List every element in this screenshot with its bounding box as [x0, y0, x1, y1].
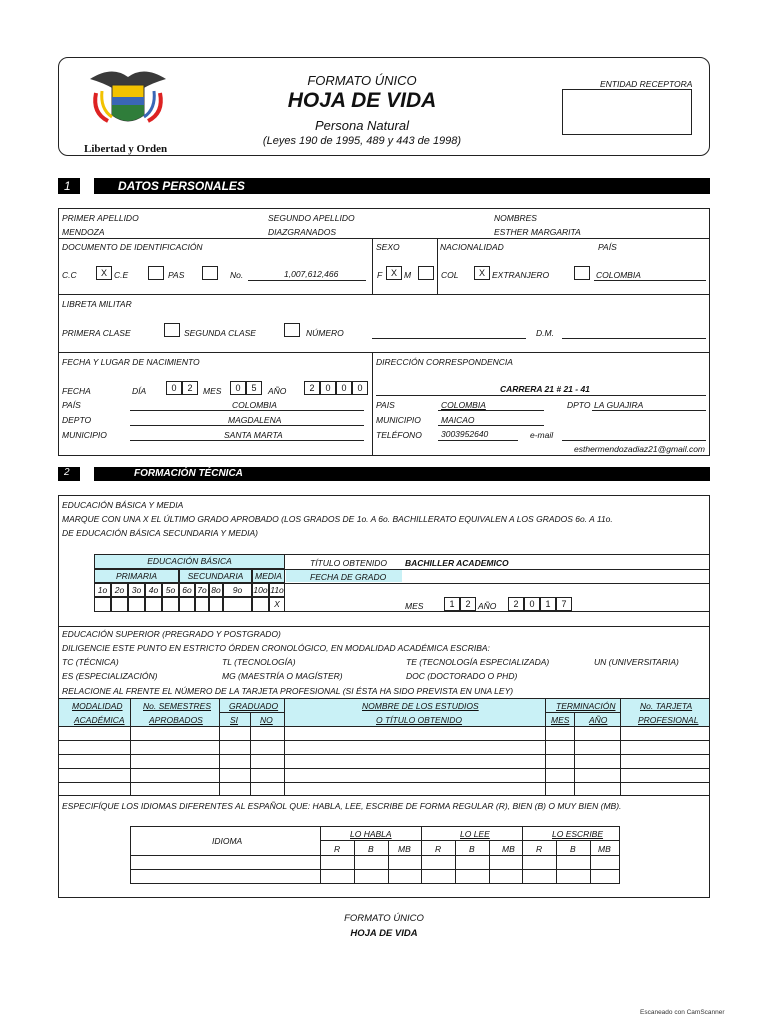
entity-label: ENTIDAD RECEPTORA [600, 79, 693, 89]
email-value[interactable]: esthermendozadiaz21@gmail.com [574, 444, 705, 454]
email-label: e-mail [530, 430, 554, 440]
modality-tc: TC (TÉCNICA) [62, 657, 119, 667]
col-semesters-2: APROBADOS [149, 715, 203, 725]
addr-dept-value[interactable]: LA GUAJIRA [594, 400, 644, 410]
foreign-checkbox[interactable] [574, 266, 590, 280]
grad-date-label: FECHA DE GRADO [310, 572, 387, 582]
grade-mark-1o[interactable] [94, 597, 111, 612]
grad-year-label: AÑO [478, 601, 497, 611]
modality-un: UN (UNIVERSITARIA) [594, 657, 679, 667]
speaks-r: R [334, 844, 341, 854]
col-modality-2: ACADÉMICA [74, 715, 125, 725]
grade-10o[interactable]: 10o [253, 585, 268, 595]
modality-te: TE (TECNOLOGÍA ESPECIALIZADA) [406, 657, 550, 667]
grade-6o[interactable]: 6o [179, 583, 195, 597]
grade-mark-10o[interactable] [252, 597, 269, 612]
grade-9o[interactable]: 9o [223, 583, 252, 597]
birth-date-label: FECHA [62, 386, 91, 396]
secondary-label: SECUNDARIA [179, 569, 252, 583]
pas-checkbox[interactable] [202, 266, 218, 280]
birth-year-label: AÑO [268, 386, 287, 396]
modality-doc: DOC (DOCTORADO O PHD) [406, 671, 518, 681]
section-2-number: 2 [64, 467, 70, 478]
page-title: HOJA DE VIDA [287, 89, 437, 112]
speaks-mb: MB [398, 844, 411, 854]
sex-m-checkbox[interactable] [418, 266, 434, 280]
degree-label: TÍTULO OBTENIDO [310, 558, 387, 568]
footer-line-1: FORMATO ÚNICO [344, 913, 424, 924]
media-label: MEDIA [252, 569, 285, 583]
grade-mark-9o[interactable] [223, 597, 252, 612]
addr-country-value[interactable]: COLOMBIA [441, 400, 486, 410]
id-number-value[interactable]: 1,007,612,466 [284, 269, 339, 279]
birth-city-value[interactable]: SANTA MARTA [224, 430, 283, 440]
birth-label: FECHA Y LUGAR DE NACIMIENTO [62, 357, 200, 367]
grade-mark-5o[interactable] [162, 597, 179, 612]
section-1-number-gap [80, 178, 94, 194]
basic-table-title: EDUCACIÓN BÁSICA [94, 554, 285, 569]
birth-year-digit-1[interactable]: 2 [304, 381, 320, 395]
grade-7o[interactable]: 7o [195, 583, 209, 597]
grade-2o[interactable]: 2o [111, 583, 128, 597]
id-doc-label: DOCUMENTO DE IDENTIFICACIÓN [62, 242, 203, 252]
military-label: LIBRETA MILITAR [62, 299, 132, 309]
page-subtitle: Persona Natural [315, 118, 409, 133]
reads-mb: MB [502, 844, 515, 854]
languages-instructions: ESPECIFÍQUE LOS IDIOMAS DIFERENTES AL ESPAÑOL QUE: HABLA, LEE, ESCRIBE DE FORMA REGULAR (R), BIEN (B) O MUY BIEN (MB). [62, 801, 622, 811]
nationality-label: NACIONALIDAD [440, 242, 504, 252]
birth-year-digit-3[interactable]: 0 [336, 381, 352, 395]
grade-mark-11o[interactable]: X [269, 597, 285, 612]
grad-month-digit-1[interactable]: 1 [444, 597, 460, 611]
grad-year-digit-1[interactable]: 2 [508, 597, 524, 611]
foreign-label: EXTRANJERO [492, 270, 550, 280]
grade-mark-6o[interactable] [179, 597, 195, 612]
dm-label: D.M. [536, 328, 554, 338]
addr-city-value[interactable]: MAICAO [441, 415, 475, 425]
second-surname-label: SEGUNDO APELLIDO [268, 213, 355, 223]
second-surname-value[interactable]: DIAZGRANADOS [268, 227, 337, 237]
grad-year-digit-4[interactable]: 7 [556, 597, 572, 611]
reads-b: B [469, 844, 475, 854]
entity-box[interactable] [562, 89, 692, 135]
grade-mark-7o[interactable] [195, 597, 209, 612]
col-mes: MES [551, 715, 570, 725]
higher-instructions: DILIGENCIE ESTE PUNTO EN ESTRICTO ÓRDEN CRONOLÓGICO, EN MODALIDAD ACADÉMICA ESCRIBA: [62, 643, 490, 653]
grad-year-digit-3[interactable]: 1 [540, 597, 556, 611]
card-instructions: RELACIONE AL FRENTE EL NÚMERO DE LA TARJETA PROFESIONAL (SI ÉSTA HA SIDO PREVISTA EN UNA LEY) [62, 686, 514, 696]
lang-col-header: IDIOMA [212, 836, 243, 846]
footer-line-2: HOJA DE VIDA [350, 928, 418, 939]
address-label: DIRECCIÓN CORRESPONDENCIA [376, 357, 513, 367]
sex-m-label: M [404, 270, 412, 280]
names-value[interactable]: ESTHER MARGARITA [494, 227, 581, 237]
pas-label: PAS [168, 270, 185, 280]
cc-checkbox[interactable]: X [96, 266, 112, 280]
sex-label: SEXO [376, 242, 400, 252]
birth-year-digit-2[interactable]: 0 [320, 381, 336, 395]
birth-day-digit-1[interactable]: 0 [166, 381, 182, 395]
birth-month-digit-1[interactable]: 0 [230, 381, 246, 395]
col-card-2: PROFESIONAL [638, 715, 699, 725]
section-1-number: 1 [64, 179, 71, 193]
col-studies-1: NOMBRE DE LOS ESTUDIOS [362, 701, 479, 711]
basic-education-heading: EDUCACIÓN BÁSICA Y MEDIA [62, 500, 184, 510]
birth-country-label: PAÍS [62, 400, 81, 410]
ce-checkbox[interactable] [148, 266, 164, 280]
col-label: COL [441, 270, 459, 280]
birth-month-label: MES [203, 386, 222, 396]
col-ano: AÑO [589, 715, 608, 725]
coat-of-arms-logo [82, 63, 174, 145]
country-value[interactable]: COLOMBIA [596, 270, 641, 280]
grade-4o[interactable]: 4o [145, 583, 162, 597]
grade-mark-4o[interactable] [145, 597, 162, 612]
logo-motto: Libertad y Orden [84, 143, 168, 155]
military-number-label: NÚMERO [306, 328, 344, 338]
section-2-number-gap [80, 467, 94, 481]
col-no: NO [260, 715, 273, 725]
first-surname-label: PRIMER APELLIDO [62, 213, 139, 223]
col-graduated: GRADUADO [229, 701, 279, 711]
reads-r: R [435, 844, 442, 854]
ce-label: C.E [114, 270, 129, 280]
grad-month-label: MES [405, 601, 424, 611]
birth-dept-label: DEPTO [62, 415, 92, 425]
grade-mark-8o[interactable] [209, 597, 223, 612]
birth-country-value[interactable]: COLOMBIA [232, 400, 277, 410]
modality-es: ES (ESPECIALIZACIÓN) [62, 671, 158, 681]
writes-header: LO ESCRIBE [552, 829, 604, 839]
col-studies-2: O TÍTULO OBTENIDO [376, 715, 462, 725]
names-label: NOMBRES [494, 213, 537, 223]
degree-value[interactable]: BACHILLER ACADEMICO [405, 558, 509, 568]
primary-label: PRIMARIA [94, 569, 179, 583]
first-surname-value[interactable]: MENDOZA [62, 227, 105, 237]
col-termination: TERMINACIÓN [556, 701, 616, 711]
birth-month-digit-2[interactable]: 5 [246, 381, 262, 395]
grade-3o[interactable]: 3o [128, 583, 145, 597]
modality-tl: TL (TECNOLOGÍA) [222, 657, 296, 667]
addr-dept-label: DPTO [567, 400, 591, 410]
country-label: PAÍS [598, 242, 617, 252]
birth-city-label: MUNICIPIO [62, 430, 107, 440]
writes-b: B [570, 844, 576, 854]
second-class-checkbox[interactable] [284, 323, 300, 337]
sex-f-label: F [377, 270, 383, 280]
id-number-label: No. [230, 270, 244, 280]
grade-11o[interactable]: 11o [270, 585, 284, 595]
second-class-label: SEGUNDA CLASE [184, 328, 256, 338]
section-1-title: DATOS PERSONALES [118, 179, 245, 193]
writes-mb: MB [598, 844, 611, 854]
grade-mark-2o[interactable] [111, 597, 128, 612]
higher-education-heading: EDUCACIÓN SUPERIOR (PREGRADO Y POSTGRADO) [62, 629, 281, 639]
birth-dept-value[interactable]: MAGDALENA [228, 415, 282, 425]
first-class-label: PRIMERA CLASE [62, 328, 131, 338]
grade-5o[interactable]: 5o [162, 583, 179, 597]
address-value[interactable]: CARRERA 21 # 21 - 41 [500, 384, 590, 394]
first-class-checkbox[interactable] [164, 323, 180, 337]
col-card-1: No. TARJETA [640, 701, 693, 711]
birth-day-digit-2[interactable]: 2 [182, 381, 198, 395]
basic-instructions-2: DE EDUCACIÓN BÁSICA SECUNDARIA Y MEDIA) [62, 528, 259, 538]
grade-mark-3o[interactable] [128, 597, 145, 612]
col-si: SI [230, 715, 239, 725]
speaks-header: LO HABLA [350, 829, 392, 839]
addr-city-label: MUNICIPIO [376, 415, 421, 425]
addr-country-label: PAIS [376, 400, 395, 410]
birth-year-digit-4[interactable]: 0 [352, 381, 368, 395]
cc-label: C.C [62, 270, 77, 280]
phone-value[interactable]: 3003952640 [441, 429, 489, 439]
modality-mg: MG (MAESTRÍA O MAGÍSTER) [222, 671, 343, 681]
grad-year-digit-2[interactable]: 0 [524, 597, 540, 611]
laws-caption: (Leyes 190 de 1995, 489 y 443 de 1998) [262, 135, 462, 147]
scanner-watermark: Escaneado con CamScanner [640, 1009, 725, 1016]
col-modality-1: MODALIDAD [72, 701, 123, 711]
col-checkbox[interactable]: X [474, 266, 490, 280]
birth-day-label: DÍA [132, 386, 147, 396]
writes-r: R [536, 844, 543, 854]
reads-header: LO LEE [460, 829, 490, 839]
form-name: FORMATO ÚNICO [307, 73, 417, 88]
section-2-title: FORMACIÓN TÉCNICA [134, 468, 243, 479]
grade-1o[interactable]: 1o [94, 583, 111, 597]
grad-month-digit-2[interactable]: 2 [460, 597, 476, 611]
grade-8o[interactable]: 8o [209, 583, 223, 597]
col-semesters-1: No. SEMESTRES [143, 701, 212, 711]
phone-label: TELÉFONO [376, 430, 422, 440]
basic-instructions-1: MARQUE CON UNA X EL ÚLTIMO GRADO APROBADO (LOS GRADOS DE 1o. A 6o. BACHILLERATO EQUIVALEN A LOS GRADOS 6o. A 11o. [62, 514, 613, 524]
speaks-b: B [368, 844, 374, 854]
sex-f-checkbox[interactable]: X [386, 266, 402, 280]
